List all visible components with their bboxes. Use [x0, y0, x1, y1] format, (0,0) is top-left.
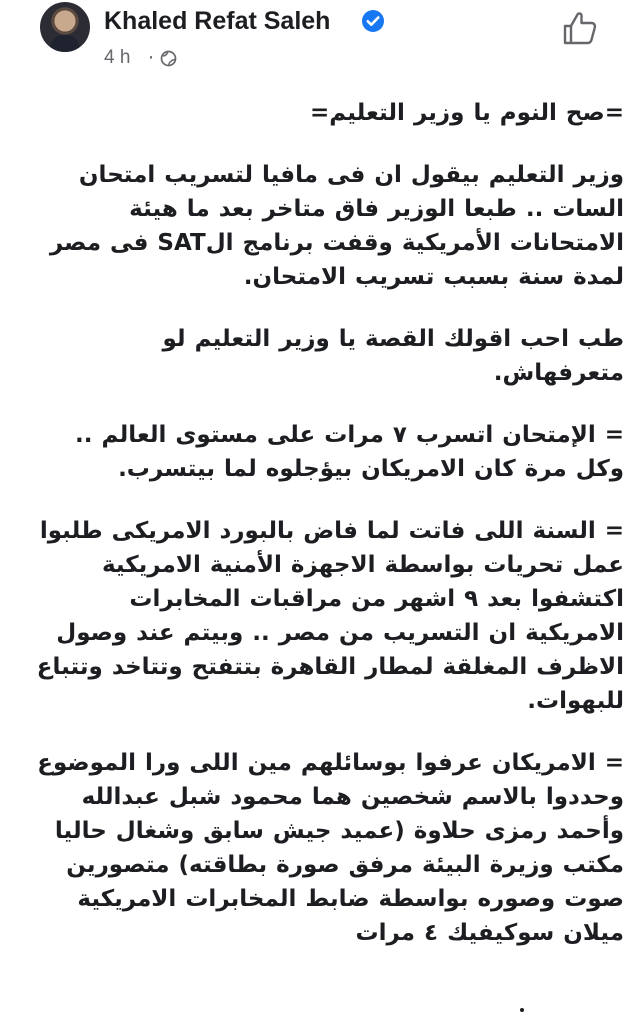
post-paragraph: =صح النوم يا وزير التعليم= [309, 100, 624, 126]
text-cut-mark [520, 1008, 524, 1012]
dot-separator: · [148, 47, 155, 69]
post-paragraph: = الامريكان عرفوا بوسائلهم مين اللى ورا الموضوع وحددوا بالاسم شخصين هما محمود شبل عبدالله وأحمد رمزى حلاوة (عميد جيش سابق وشغال حاليا مكتب وزيرة البيئة مرفق صورة بطاقته) متصورين صوت وصوره بواسطة ضابط المخابرات الامريكية ميلان سوكيفيك ٤ مرات [37, 750, 624, 946]
avatar[interactable] [40, 2, 90, 52]
post-timestamp[interactable]: 4 h [104, 47, 131, 68]
post-paragraph: = السنة اللى فاتت لما فاض بالبورد الامريكى طلبوا عمل تحريات بواسطة الاجهزة الأمنية الامريكية اكتشفوا بعد ٩ اشهر من مراقبات المخابرات الامريكية ان التسريب من مصر .. وبيتم عند وصول الاظرف المغلقة لمطار القاهرة بتتفتح وتتاخد وتتباع للبهوات. [36, 518, 624, 714]
post-header [0, 0, 640, 90]
post-paragraph: وزير التعليم بيقول ان فى مافيا لتسريب امتحان السات .. طبعا الوزير فاق متاخر بعد ما هيئة الامتحانات الأمريكية وقفت برنامج الSAT فى مصر لمدة سنة بسبب تسريب الامتحان. [49, 162, 624, 290]
post-body [30, 96, 624, 950]
author-name[interactable]: Khaled Refat Saleh [104, 7, 331, 35]
post-paragraph: = الإمتحان اتسرب ٧ مرات على مستوى العالم .. وكل مرة كان الامريكان بيؤجلوه لما بيتسرب. [75, 422, 624, 482]
post-paragraph: طب احب اقولك القصة يا وزير التعليم لو متعرفهاش. [162, 326, 624, 386]
thumbs-up-icon[interactable] [560, 8, 600, 48]
verified-badge-icon [361, 9, 385, 33]
globe-icon [160, 50, 177, 67]
